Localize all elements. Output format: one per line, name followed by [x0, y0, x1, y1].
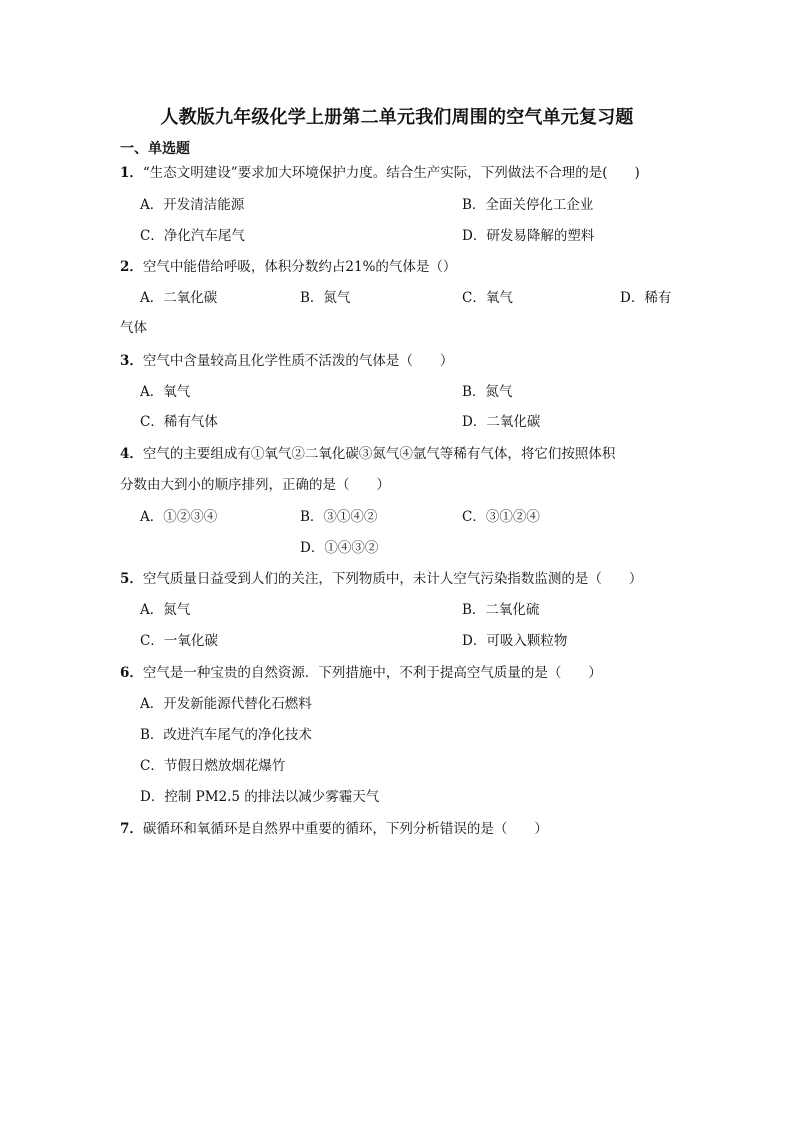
option-b[interactable]: B．氮气	[300, 290, 351, 306]
option-c[interactable]: C．净化汽车尾气	[140, 228, 245, 244]
question-text: 空气中能借给呼吸，体积分数约占21%的气体是（）	[142, 259, 457, 275]
option-d[interactable]: D．二氧化碳	[462, 414, 541, 430]
option-c[interactable]: C．③①②④	[462, 509, 540, 525]
question-4-continued: 分数由大到小的顺序排列，正确的是（ ）	[120, 477, 390, 493]
option-d[interactable]: D．稀有	[620, 290, 672, 306]
question-text: 碳循环和氧循环是自然界中重要的循环，下列分析错误的是（ ）	[142, 821, 548, 837]
question-text: 空气质量日益受到人们的关注，下列物质中，未计人空气污染指数监测的是（ ）	[142, 571, 643, 587]
question-text: 空气中含量较高且化学性质不活泼的气体是（ ）	[142, 353, 454, 369]
option-c[interactable]: C．节假日燃放烟花爆竹	[140, 758, 286, 774]
option-b[interactable]: B．二氧化硫	[462, 602, 540, 618]
question-number: 4．	[120, 446, 143, 462]
option-b[interactable]: B．全面关停化工企业	[462, 197, 594, 213]
question-4	[120, 445, 615, 463]
page-title: 人教版九年级化学上册第二单元我们周围的空气单元复习题	[160, 107, 634, 128]
question-text: “生态文明建设”要求加大环境保护力度。结合生产实际，下列做法不合理的是( )	[142, 165, 640, 181]
option-b[interactable]: B．氮气	[462, 384, 513, 400]
question-number: 5．	[120, 571, 143, 587]
question-number: 2．	[120, 259, 143, 275]
section-heading: 一、单选题	[120, 141, 190, 157]
question-6	[120, 664, 602, 682]
question-1	[120, 164, 640, 182]
question-5	[120, 570, 642, 588]
option-c[interactable]: C．一氧化碳	[140, 633, 218, 649]
option-a[interactable]: A．开发清洁能源	[140, 197, 245, 213]
option-d[interactable]: D．可吸入颗粒物	[462, 633, 568, 649]
question-text: 空气的主要组成有①氧气②二氧化碳③氮气④氩气等稀有气体，将它们按照体积	[142, 446, 616, 462]
option-d-wrap: 气体	[120, 320, 147, 336]
question-number: 3．	[120, 353, 143, 369]
option-a[interactable]: A．①②③④	[140, 509, 218, 525]
option-c[interactable]: C．稀有气体	[140, 414, 218, 430]
option-d[interactable]: D．研发易降解的塑料	[462, 228, 595, 244]
option-d[interactable]: D．控制 PM2.5 的排法以减少雾霾天气	[140, 789, 380, 805]
question-number: 6．	[120, 665, 143, 681]
question-2	[120, 258, 456, 276]
question-number: 1．	[120, 165, 143, 181]
question-7	[120, 820, 548, 838]
option-a[interactable]: A．氮气	[140, 602, 191, 618]
option-d[interactable]: D．①④③②	[300, 540, 379, 556]
question-text: 空气是一种宝贵的自然资源．下列措施中，不利于提高空气质量的是（ ）	[142, 665, 602, 681]
question-3	[120, 352, 453, 370]
option-b[interactable]: B．③①④②	[300, 509, 378, 525]
option-a[interactable]: A．二氧化碳	[140, 290, 218, 306]
option-a[interactable]: A．氧气	[140, 384, 191, 400]
question-number: 7．	[120, 821, 143, 837]
option-a[interactable]: A．开发新能源代替化石燃料	[140, 696, 312, 712]
option-b[interactable]: B．改进汽车尾气的净化技术	[140, 727, 312, 743]
option-c[interactable]: C．氧气	[462, 290, 513, 306]
